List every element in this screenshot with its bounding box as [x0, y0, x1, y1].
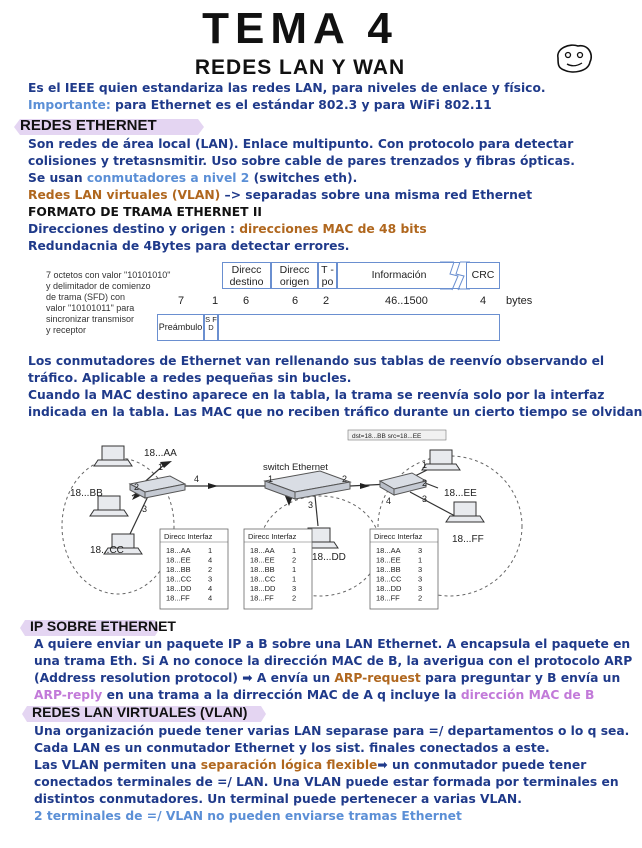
- table-row-address: 18...EE: [376, 555, 401, 565]
- frame-cell-preamble: [157, 314, 204, 341]
- frame-size-sfd: 1: [212, 295, 219, 307]
- doodle-face-icon: [552, 40, 596, 76]
- table-row-interface: 4: [208, 593, 213, 603]
- heading-redes-ethernet: REDES ETHERNET: [20, 117, 157, 134]
- switching-line-2: tráfico. Aplicable a redes pequeñas sin bucles.: [28, 371, 352, 385]
- table-row-interface: 1: [208, 546, 213, 555]
- ethernet-line-4-a: Redes LAN virtuales (VLAN): [28, 188, 221, 202]
- table-row-address: 18...EE: [250, 555, 275, 565]
- frame-desc-line: de trama (SFD) con: [46, 292, 126, 302]
- port-number: 3: [308, 500, 314, 510]
- frame-cell-dest-label: Direcc destino: [229, 264, 264, 288]
- table-row-address: 18...FF: [166, 593, 190, 603]
- frame-size-preamble: 7: [178, 295, 185, 307]
- host-label: 18...FF: [452, 534, 484, 545]
- table-row-interface: 1: [292, 546, 297, 555]
- frame-cell-tipo: [318, 262, 337, 289]
- frame-desc-line: sincronizar transmisor: [46, 314, 135, 324]
- ethernet-line-6: Redundacnia de 4Bytes para detectar errores.: [28, 239, 350, 253]
- heading-vlan: REDES LAN VIRTUALES (VLAN): [32, 704, 248, 720]
- frame-desc-line: y delimitador de comienzo: [46, 281, 151, 291]
- ethernet-line-3-a: Se usan: [28, 171, 87, 185]
- table-row-address: 18...BB: [376, 565, 401, 574]
- port-number: 4: [194, 474, 200, 484]
- vlan-line-6: 2 terminales de =/ VLAN no pueden enviarse tramas Ethernet: [34, 809, 462, 823]
- ethernet-line-3: [28, 170, 357, 187]
- frame-cell-preamble-label: Preámbulo: [158, 322, 203, 332]
- port-number: 2: [342, 474, 348, 484]
- frame-desc-line: 7 octetos con valor "10101010": [46, 270, 171, 280]
- frame-size-unit: bytes: [506, 295, 533, 307]
- vlan-line-4: conectados terminales de =/ LAN. Una VLAN puede estar formada por terminales en: [34, 775, 619, 789]
- switching-line-4: indicada en la tabla. Las MAC que no reciben tráfico durante un cierto tiempo se olvidan: [28, 405, 642, 419]
- switching-line-1: Los conmutadores de Ethernet van rellenando sus tablas de reenvío observando el: [28, 354, 605, 368]
- ip-line-1: A quiere enviar un paquete IP a B sobre una LAN Ethernet. A encapsula el paquete en: [34, 637, 631, 651]
- ethernet-line-4: [28, 187, 532, 204]
- forwarding-table-header: Direcc Interfaz: [164, 532, 213, 541]
- table-row-interface: 3: [418, 565, 423, 574]
- frame-cell-sfd-label: S F D: [205, 315, 217, 332]
- port-number: 1: [422, 460, 428, 470]
- table-row-interface: 3: [292, 584, 297, 593]
- frame-cell-tipo-label: T - po: [321, 264, 334, 288]
- ip-line-4-b: en una trama a la dirrección MAC de A q incluye la: [102, 688, 461, 702]
- table-row-interface: 3: [418, 574, 423, 584]
- table-row-interface: 4: [208, 584, 213, 593]
- host-label: 18...CC: [90, 545, 124, 556]
- frame-format-heading: FORMATO DE TRAMA ETHERNET II: [28, 205, 263, 219]
- table-row-interface: 1: [292, 574, 297, 584]
- vlan-line-3-c: un conmutador puede tener: [387, 758, 587, 772]
- ethernet-line-4-b: –> separadas sobre una misma red Ethernet: [220, 188, 533, 202]
- frame-cell-orig-label: Direcc origen: [279, 264, 310, 288]
- vlan-line-1: Una organización puede tener varias LAN separase para =/ departamentos o lo q sea.: [34, 724, 630, 738]
- frame-cell-crc-label: CRC: [471, 269, 495, 281]
- forwarding-table-header: Direcc Interfaz: [374, 532, 423, 541]
- ip-line-3-b: A envía un: [252, 671, 335, 685]
- laptop-icon: [446, 502, 484, 522]
- frame-cell-dest: [222, 262, 271, 289]
- port-number: 2: [134, 482, 140, 492]
- laptop-icon: [90, 496, 128, 516]
- table-row-address: 18...FF: [250, 593, 274, 603]
- table-row-address: 18...AA: [250, 546, 275, 555]
- ip-line-2: una trama Eth. Si A no conoce la dirección MAC de B, la averigua con el protocolo ARP: [34, 654, 633, 668]
- table-row-interface: 2: [208, 565, 213, 574]
- host-label: 18...EE: [444, 488, 477, 499]
- ethernet-line-2: colisiones y tretasnsmitir. Uso sobre cable de pares trenzados y fibras ópticas.: [28, 154, 575, 168]
- ip-line-3-a: (Address resolution protocol): [34, 671, 243, 685]
- table-row-address: 18...AA: [166, 546, 191, 555]
- frame-cell-info-label: Información: [371, 269, 427, 281]
- table-row-interface: 3: [418, 546, 423, 555]
- table-row-interface: 1: [418, 555, 423, 565]
- frame-cell-sfd: [204, 314, 218, 341]
- ip-line-4-a: ARP-reply: [34, 688, 103, 702]
- laptop-icon: [94, 446, 132, 466]
- host-label: 18...BB: [70, 488, 103, 499]
- forwarding-tables: [160, 529, 438, 609]
- host-label: 18...AA: [144, 448, 177, 459]
- page-subtitle: REDES LAN Y WAN: [194, 56, 406, 79]
- table-row-interface: 3: [208, 574, 213, 584]
- frame-size-tipo: 2: [323, 295, 330, 307]
- ethernet-line-5-a: Direcciones destino y origen :: [28, 222, 240, 236]
- frame-size-dest: 6: [243, 295, 250, 307]
- arrow-right-icon: ➡: [242, 671, 253, 685]
- forwarding-table-header: Direcc Interfaz: [248, 532, 297, 541]
- frame-size-crc: 4: [480, 295, 487, 307]
- ethernet-line-3-c: (switches eth).: [249, 171, 358, 185]
- switching-line-3: Cuando la MAC destino aparece en la tabla, la trama se reenvía solo por la interfaz: [28, 388, 605, 402]
- frame-cell-orig: [271, 262, 318, 289]
- frame-cell-crc: [466, 262, 500, 289]
- ethernet-line-3-b: conmutadores a nivel 2: [86, 171, 250, 185]
- ip-line-4: [34, 687, 594, 704]
- important-label: Importante:: [28, 98, 111, 112]
- table-row-address: 18...DD: [376, 584, 402, 593]
- port-number: 1: [268, 474, 274, 484]
- table-row-address: 18...BB: [166, 565, 191, 574]
- frame-cell-rest: [218, 314, 500, 341]
- frame-label: dst=18...BB src=18...EE: [352, 433, 422, 440]
- vlan-line-3: [34, 757, 586, 774]
- frame-format-diagram: [0, 258, 600, 350]
- table-row-address: 18...AA: [376, 546, 401, 555]
- table-row-address: 18...CC: [166, 574, 192, 584]
- switch-label: switch Ethernet: [263, 462, 328, 473]
- page-title: TEMA 4: [202, 4, 398, 53]
- table-row-interface: 4: [208, 555, 213, 565]
- table-row-address: 18...BB: [250, 565, 275, 574]
- vlan-line-3-a: Las VLAN permiten una: [34, 758, 201, 772]
- table-row-interface: 3: [418, 584, 423, 593]
- table-row-address: 18...CC: [250, 574, 276, 584]
- vlan-line-5: distintos conmutadores. Un terminal puede pertenecer a varias VLAN.: [34, 792, 522, 806]
- table-row-address: 18...EE: [166, 555, 191, 565]
- ethernet-line-5: [28, 221, 427, 238]
- port-number: 3: [422, 494, 428, 504]
- table-row-address: 18...DD: [250, 584, 276, 593]
- ip-line-4-c: dirección MAC de B: [460, 688, 595, 702]
- vlan-line-3-b: separación lógica flexible: [200, 758, 378, 772]
- laptop-icon: [422, 450, 460, 470]
- frame-size-orig: 6: [292, 295, 299, 307]
- ethernet-line-5-b: direcciones MAC de 48 bits: [239, 222, 427, 236]
- ethernet-line-1: Son redes de área local (LAN). Enlace multipunto. Con protocolo para detectar: [28, 137, 574, 151]
- ip-line-3: [34, 670, 620, 687]
- arrow-right-icon: ➡: [377, 758, 388, 772]
- port-number: 3: [142, 504, 148, 514]
- table-row-address: 18...FF: [376, 593, 400, 603]
- table-row-address: 18...DD: [166, 584, 192, 593]
- important-text: para Ethernet es el estándar 802.3 y para WiFi 802.11: [110, 98, 492, 112]
- switch-icons: [130, 471, 426, 499]
- port-number: 2: [422, 478, 428, 488]
- heading-ip-sobre-ethernet: IP SOBRE ETHERNET: [30, 618, 176, 634]
- frame-desc-line: valor "10101011" para: [46, 303, 135, 313]
- switch-network-diagram: [60, 426, 540, 616]
- port-number: 4: [386, 496, 392, 506]
- table-row-interface: 2: [292, 555, 297, 565]
- ip-line-3-d: para preguntar y B envía un: [420, 671, 621, 685]
- vlan-line-2: Cada LAN es un conmutador Ethernet y los sist. finales conectados a este.: [34, 741, 550, 755]
- table-row-interface: 2: [418, 593, 423, 603]
- intro-line-2: [28, 97, 492, 114]
- table-row-interface: 2: [292, 593, 297, 603]
- frame-desc-line: y receptor: [46, 325, 87, 335]
- table-row-address: 18...CC: [376, 574, 402, 584]
- intro-line-1: Es el IEEE quien estandariza las redes LAN, para niveles de enlace y físico.: [28, 81, 546, 95]
- table-row-interface: 1: [292, 565, 297, 574]
- frame-size-info: 46..1500: [385, 295, 428, 307]
- port-number: 1: [158, 462, 164, 472]
- host-label: 18...DD: [312, 552, 346, 563]
- ip-line-3-c: ARP-request: [334, 671, 421, 685]
